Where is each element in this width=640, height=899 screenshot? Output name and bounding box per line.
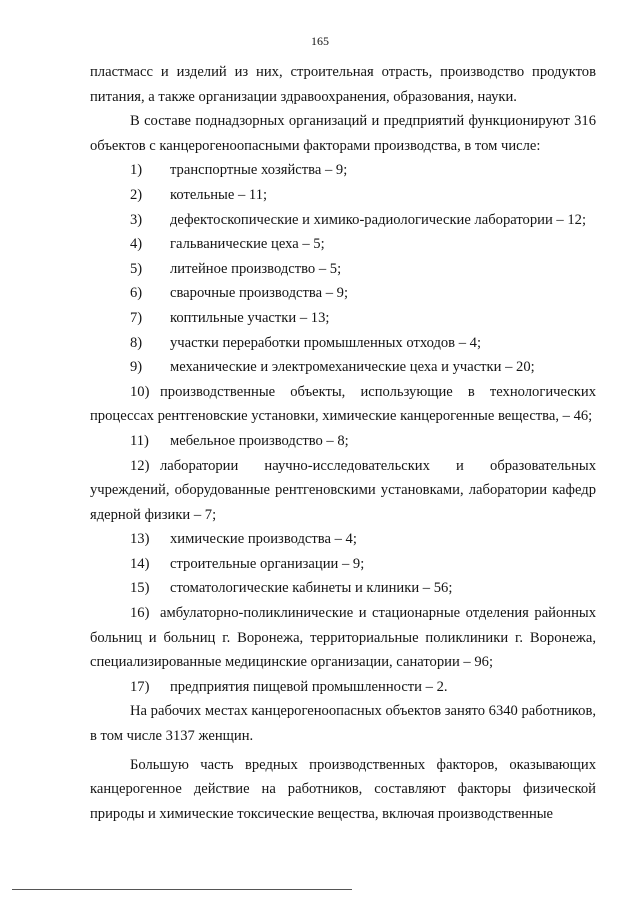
- list-item-text: стоматологические кабинеты и клиники – 56;: [170, 580, 453, 597]
- list-item: [90, 552, 596, 577]
- intro-continuation-paragraph: пластмасс и изделий из них, строительная отрасть, производство продуктов питания, а также организации здравоохранения, образования, науки.: [90, 64, 596, 105]
- list-item-text: химические производства – 4;: [170, 531, 357, 548]
- workers-paragraph: На рабочих местах канцерогеноопасных объектов занято 6340 работников, в том числе 3137 женщин.: [90, 703, 596, 745]
- objects-paragraph: В составе поднадзорных организаций и предприятий функционируют 316 объектов с канцерогеноопасными факторами производства, в том числе:: [90, 113, 596, 154]
- list-item-text: литейное производство – 5;: [170, 260, 342, 277]
- list-item-text: лаборатории научно-исследовательских и образовательных учреждений, оборудованные рентгеновскими установками, лаборатории кафедр ядерной физики – 7;: [90, 457, 596, 523]
- list-item-text: амбулаторно-поликлинические и стационарные отделения районных больниц и больниц г. Воронежа, территориальные поликлиники г. Воронежа, специализированные медицинские организации, санатории – 96;: [90, 605, 596, 671]
- list-item: [90, 306, 596, 331]
- list-item: [90, 601, 596, 675]
- list-item-text: строительные организации – 9;: [170, 555, 365, 572]
- list-item-text: участки переработки промышленных отходов – 4;: [170, 334, 482, 351]
- list-item-number: 17): [130, 678, 150, 695]
- list-item-text: производственные объекты, использующие в технологических процессах рентгеновские установки, химические канцерогенные вещества, – 46;: [90, 383, 596, 425]
- list-item-number: 9): [130, 359, 143, 376]
- list-item-text: предприятия пищевой промышленности – 2.: [170, 678, 448, 695]
- list-item-number: 3): [130, 211, 143, 228]
- objects-list: [90, 158, 596, 699]
- list-item-number: 2): [130, 186, 143, 203]
- list-item-number: 15): [130, 580, 150, 597]
- list-item-number: 4): [130, 236, 143, 253]
- list-item-text: котельные – 11;: [170, 186, 268, 203]
- list-item: [90, 331, 596, 356]
- list-item: [90, 208, 596, 233]
- list-item: [90, 158, 596, 183]
- list-item: [90, 183, 596, 208]
- list-item: [90, 281, 596, 306]
- list-item: [90, 380, 596, 429]
- list-item-number: 14): [130, 555, 150, 572]
- list-item: [90, 675, 596, 700]
- footnote-divider: [12, 889, 352, 890]
- list-item-text: механические и электромеханические цеха и участки – 20;: [170, 359, 535, 376]
- list-item-number: 8): [130, 334, 143, 351]
- list-item: [90, 232, 596, 257]
- list-item-text: гальванические цеха – 5;: [170, 236, 325, 253]
- list-item: [90, 576, 596, 601]
- list-item-number: 16): [130, 605, 150, 622]
- list-item-number: 6): [130, 285, 143, 302]
- document-body: [90, 60, 596, 826]
- list-item-number: 5): [130, 260, 143, 277]
- list-item-text: транспортные хозяйства – 9;: [170, 162, 348, 179]
- list-item-number: 1): [130, 162, 143, 179]
- list-item: [90, 355, 596, 380]
- factors-paragraph: Большую часть вредных производственных факторов, оказывающих канцерогенное действие на работников, составляют факторы физической природы и химические токсические вещества, включая производственные: [90, 756, 596, 822]
- list-item-text: мебельное производство – 8;: [170, 432, 349, 449]
- list-item-number: 11): [130, 432, 149, 449]
- list-item-text: дефектоскопические и химико-радиологические лаборатории – 12;: [170, 211, 586, 228]
- list-item-number: 7): [130, 309, 143, 326]
- list-item: [90, 429, 596, 454]
- list-item: [90, 527, 596, 552]
- list-item-text: сварочные производства – 9;: [170, 285, 348, 302]
- list-item-number: 10): [130, 383, 150, 400]
- list-item: [90, 454, 596, 528]
- list-item-number: 13): [130, 531, 150, 548]
- list-item: [90, 257, 596, 282]
- list-item-text: коптильные участки – 13;: [170, 309, 330, 326]
- list-item-number: 12): [130, 457, 150, 474]
- page-number: 165: [311, 34, 329, 48]
